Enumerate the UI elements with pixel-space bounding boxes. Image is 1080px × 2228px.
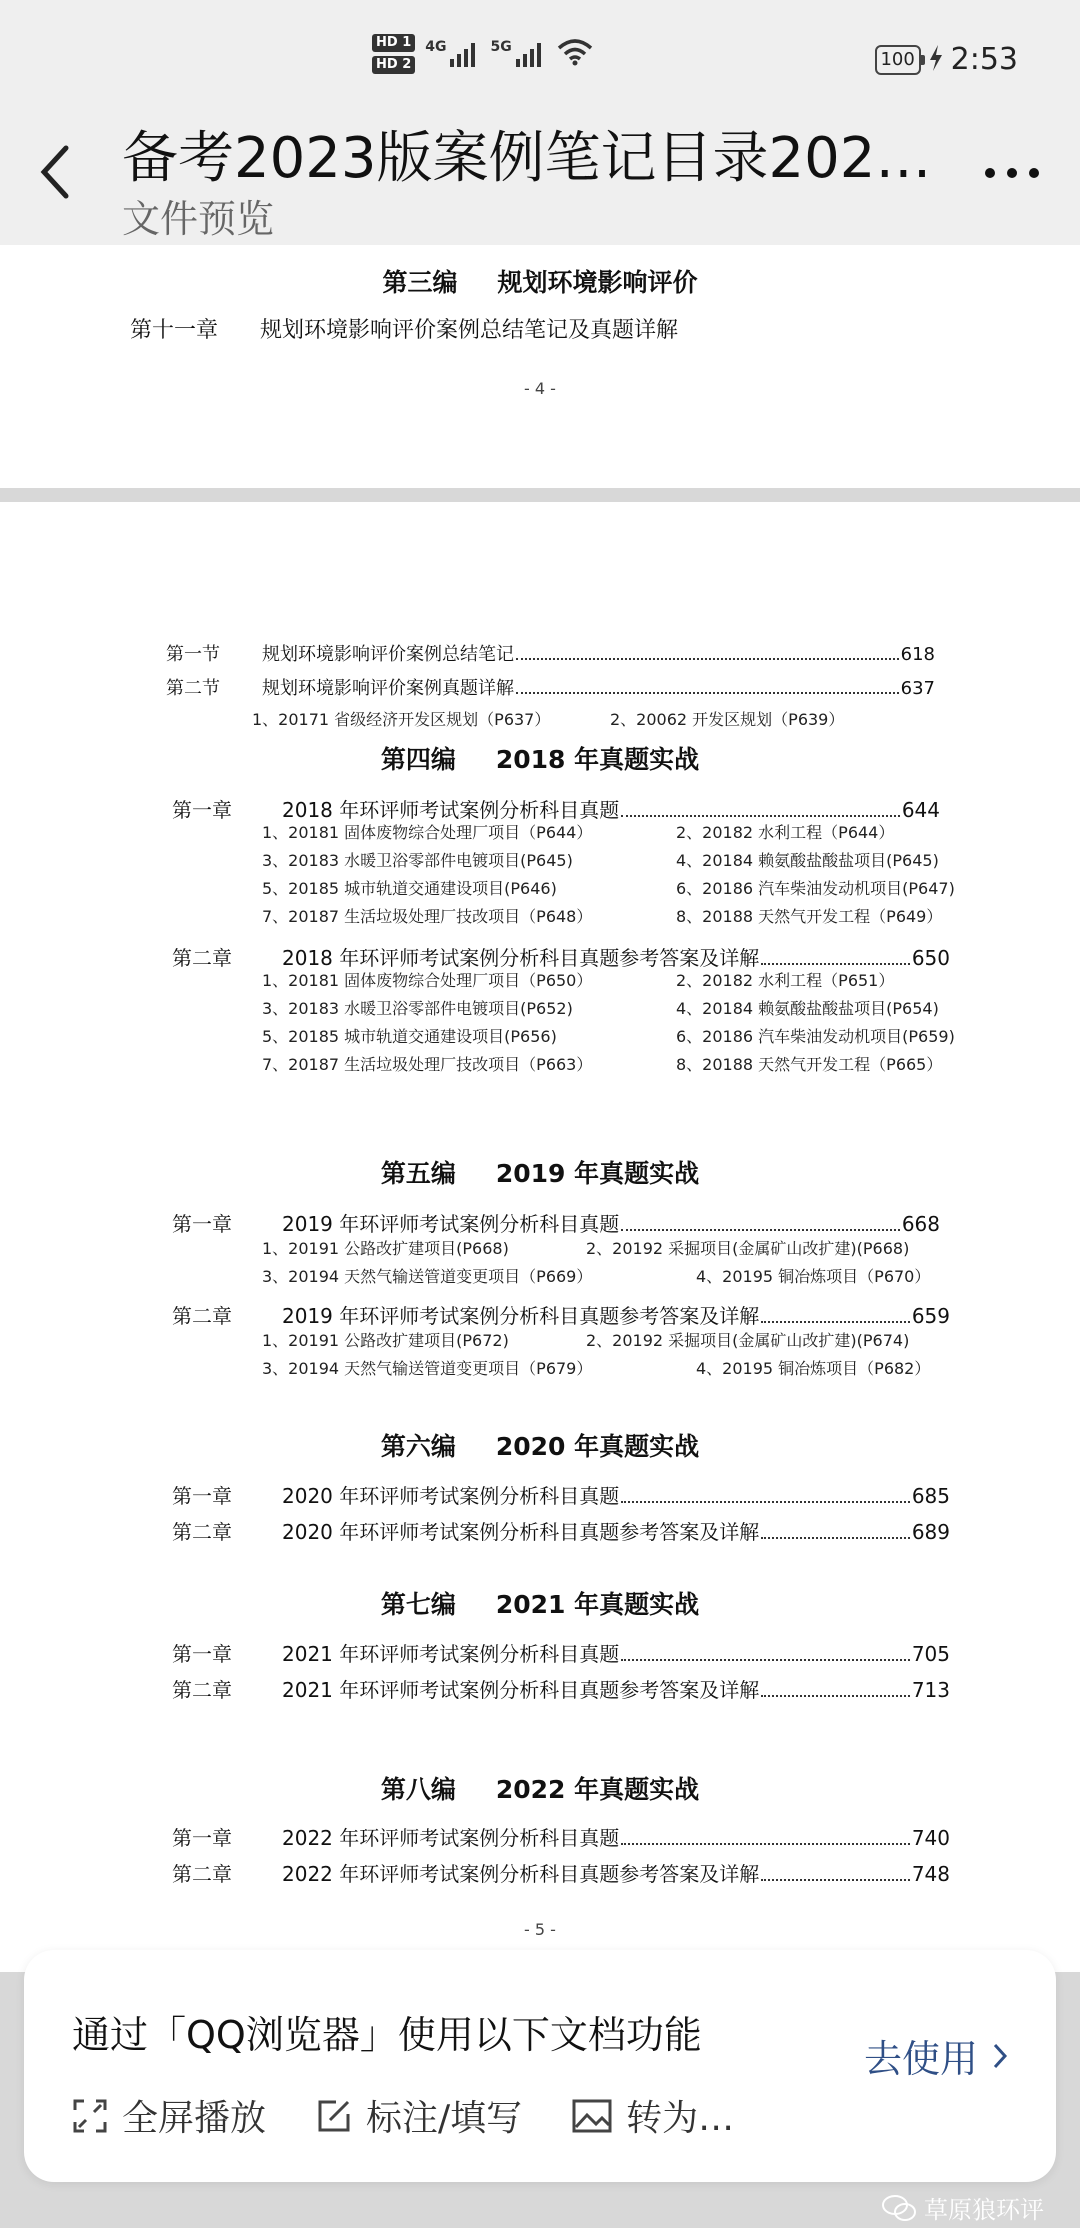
toc-subitem[interactable]: 7、20187 生活垃圾处理厂技改项目（P648） xyxy=(262,907,593,926)
toc-page-number: 637 xyxy=(900,678,935,699)
toc-label: 第二章 xyxy=(172,1678,232,1702)
toc-subitem[interactable]: 3、20194 天然气输送管道变更项目（P669） xyxy=(262,1267,593,1286)
watermark-text: 草原狼环评 xyxy=(924,2196,1044,2224)
status-right xyxy=(875,42,1018,77)
toc-label: 第一章 xyxy=(172,1826,232,1850)
toc-subitem-row xyxy=(0,820,1080,842)
toc-leader-dots xyxy=(761,963,910,965)
part-title: 2021 年真题实战 xyxy=(495,1590,700,1619)
toc-subitem[interactable]: 1、20181 固体废物综合处理厂项目（P644） xyxy=(262,823,593,842)
toc-subitem[interactable]: 1、20191 公路改扩建项目(P668) xyxy=(262,1239,509,1258)
part-title: 规划环境影响评价 xyxy=(497,268,698,297)
toc-subitem[interactable]: 6、20186 汽车柴油发动机项目(P659) xyxy=(676,1027,955,1046)
toc-subitem[interactable]: 2、20192 采掘项目(金属矿山改扩建)(P668) xyxy=(586,1239,910,1258)
toc-page-number: 618 xyxy=(900,644,935,665)
toc-page-number: 685 xyxy=(911,1484,950,1508)
toc-title: 规划环境影响评价案例真题详解 xyxy=(262,678,514,699)
battery-icon: 100 xyxy=(875,45,921,75)
more-dot-icon xyxy=(1029,168,1039,178)
toc-subitem-row xyxy=(0,968,1080,990)
toc-subitem[interactable]: 5、20185 城市轨道交通建设项目(P656) xyxy=(262,1027,557,1046)
toc-title: 2021 年环评师考试案例分析科目真题参考答案及详解 xyxy=(282,1678,760,1702)
toc-subitem[interactable]: 2、20192 采掘项目(金属矿山改扩建)(P674) xyxy=(586,1331,910,1350)
toc-subitem[interactable]: 1、20191 公路改扩建项目(P672) xyxy=(262,1331,509,1350)
go-use-button[interactable] xyxy=(864,2028,1008,2083)
toc-section-row[interactable] xyxy=(166,674,935,700)
toc-page-number: 659 xyxy=(911,1304,950,1328)
page-number: - 4 - xyxy=(524,379,556,398)
chevron-right-icon xyxy=(992,2042,1008,2070)
title-bar xyxy=(0,120,1080,245)
toc-label: 第一章 xyxy=(172,798,232,822)
feature-label: 全屏播放 xyxy=(122,2098,267,2139)
feature-label: 转为… xyxy=(626,2098,735,2139)
toc-subitem[interactable]: 1、20171 省级经济开发区规划（P637） xyxy=(252,710,551,729)
toc-title: 2022 年环评师考试案例分析科目真题 xyxy=(282,1826,620,1850)
toc-leader-dots xyxy=(621,1501,910,1503)
go-use-label: 去使用 xyxy=(863,2037,978,2081)
toc-chapter-row[interactable] xyxy=(172,1480,950,1509)
feature-fullscreen[interactable] xyxy=(72,2090,266,2141)
toc-chapter-row[interactable] xyxy=(172,1822,950,1851)
toc-subitem-row xyxy=(0,1328,1080,1350)
toc-label: 第二章 xyxy=(172,946,232,970)
toc-page-number: 668 xyxy=(901,1212,940,1236)
toc-subitem-row xyxy=(0,904,1080,926)
toc-label: 第二章 xyxy=(172,1304,232,1328)
toc-subitem-row xyxy=(0,1356,1080,1378)
toc-page-number: 713 xyxy=(911,1678,950,1702)
toc-title: 2020 年环评师考试案例分析科目真题参考答案及详解 xyxy=(282,1520,760,1544)
toc-leader-dots xyxy=(761,1321,910,1323)
wifi-icon xyxy=(556,38,594,70)
toc-subitem[interactable]: 4、20184 赖氨酸盐酸盐项目(P654) xyxy=(676,999,939,1018)
toc-leader-dots xyxy=(621,1229,900,1231)
toc-leader-dots xyxy=(621,1843,910,1845)
toc-subitem[interactable]: 8、20188 天然气开发工程（P665） xyxy=(676,1055,943,1074)
watermark xyxy=(882,2190,1044,2225)
document-page-4[interactable] xyxy=(0,245,1080,488)
toc-page-number: 705 xyxy=(911,1642,950,1666)
part-heading xyxy=(0,1154,1080,1190)
feature-convert[interactable] xyxy=(572,2090,734,2141)
toc-subitem-row xyxy=(0,996,1080,1018)
toc-subitem-row xyxy=(0,1024,1080,1046)
toc-leader-dots xyxy=(516,658,899,660)
part-heading xyxy=(0,740,1080,776)
promo-text: 通过「QQ浏览器」使用以下文档功能 xyxy=(72,2013,702,2057)
part-title: 2019 年真题实战 xyxy=(495,1159,700,1188)
toc-label: 第一章 xyxy=(172,1642,232,1666)
toc-title: 2018 年环评师考试案例分析科目真题参考答案及详解 xyxy=(282,946,760,970)
document-page-5[interactable] xyxy=(0,502,1080,1972)
part-label: 第六编 xyxy=(380,1432,456,1461)
part-title: 2018 年真题实战 xyxy=(495,745,700,774)
toc-page-number: 650 xyxy=(911,946,950,970)
toc-subitem[interactable]: 8、20188 天然气开发工程（P649） xyxy=(676,907,943,926)
toc-leader-dots xyxy=(621,815,900,817)
toc-leader-dots xyxy=(761,1879,910,1881)
toc-subitem-row xyxy=(0,848,1080,870)
part-label: 第五编 xyxy=(380,1159,456,1188)
fullscreen-icon xyxy=(72,2098,108,2134)
wechat-icon xyxy=(882,2194,916,2222)
feature-list xyxy=(72,2090,784,2141)
toc-label: 第一章 xyxy=(172,1484,232,1508)
part-label: 第七编 xyxy=(380,1590,456,1619)
toc-subitem[interactable]: 6、20186 汽车柴油发动机项目(P647) xyxy=(676,879,955,898)
toc-page-number: 644 xyxy=(901,798,940,822)
more-dot-icon xyxy=(1007,168,1017,178)
part-title: 2022 年真题实战 xyxy=(495,1775,700,1804)
toc-subitem[interactable]: 2、20182 水利工程（P644） xyxy=(676,823,895,842)
toc-page-number: 748 xyxy=(911,1862,950,1886)
qq-browser-promo-panel xyxy=(24,1950,1056,2182)
toc-title: 2019 年环评师考试案例分析科目真题 xyxy=(282,1212,620,1236)
image-icon xyxy=(572,2099,612,2133)
toc-subitem[interactable]: 3、20183 水暖卫浴零部件电镀项目(P645) xyxy=(262,851,573,870)
toc-subitem[interactable]: 3、20183 水暖卫浴零部件电镀项目(P652) xyxy=(262,999,573,1018)
toc-chapter-row[interactable] xyxy=(172,942,950,971)
toc-chapter-row[interactable] xyxy=(172,1300,950,1329)
toc-label: 第二节 xyxy=(166,678,220,699)
toc-subitem-row xyxy=(0,707,1080,729)
toc-leader-dots xyxy=(761,1695,910,1697)
feature-annotate[interactable] xyxy=(316,2090,522,2141)
toc-subitem[interactable]: 2、20182 水利工程（P651） xyxy=(676,971,895,990)
signal-icon xyxy=(516,41,546,67)
toc-page-number: 689 xyxy=(911,1520,950,1544)
toc-title: 2021 年环评师考试案例分析科目真题 xyxy=(282,1642,620,1666)
toc-title: 2020 年环评师考试案例分析科目真题 xyxy=(282,1484,620,1508)
toc-label: 第二章 xyxy=(172,1520,232,1544)
toc-leader-dots xyxy=(761,1537,910,1539)
toc-subitem[interactable]: 7、20187 生活垃圾处理厂技改项目（P663） xyxy=(262,1055,593,1074)
status-bar xyxy=(0,0,1080,120)
toc-subitem-row xyxy=(0,1052,1080,1074)
clock: 2:53 xyxy=(950,42,1018,77)
hd2-badge: HD 2 xyxy=(372,56,415,74)
toc-chapter-row[interactable] xyxy=(172,1516,950,1545)
toc-title: 2019 年环评师考试案例分析科目真题参考答案及详解 xyxy=(282,1304,760,1328)
toc-subitem[interactable]: 2、20062 开发区规划（P639） xyxy=(610,710,845,729)
part-label: 第四编 xyxy=(380,745,456,774)
part-title: 2020 年真题实战 xyxy=(495,1432,700,1461)
toc-chapter-row[interactable] xyxy=(172,1208,940,1237)
toc-label: 第一节 xyxy=(166,644,220,665)
chapter-heading xyxy=(130,313,678,344)
toc-label: 第一章 xyxy=(172,1212,232,1236)
network-4g-label: 4G xyxy=(425,39,447,55)
edit-icon xyxy=(316,2098,352,2134)
network-indicators xyxy=(372,34,594,74)
back-button[interactable] xyxy=(34,142,84,212)
toc-subitem[interactable]: 1、20181 固体废物综合处理厂项目（P650） xyxy=(262,971,593,990)
toc-subitem[interactable]: 4、20195 铜冶炼项目（P682） xyxy=(696,1359,931,1378)
toc-chapter-row[interactable] xyxy=(172,794,940,823)
toc-leader-dots xyxy=(516,692,899,694)
part-label: 第三编 xyxy=(382,268,458,297)
toc-subitem-row xyxy=(0,1264,1080,1286)
more-options-button[interactable] xyxy=(980,148,1044,198)
part-heading xyxy=(0,1585,1080,1621)
toc-label: 第二章 xyxy=(172,1862,232,1886)
toc-subitem[interactable]: 5、20185 城市轨道交通建设项目(P646) xyxy=(262,879,557,898)
charging-icon xyxy=(929,45,943,75)
signal-icon xyxy=(450,41,480,67)
toc-chapter-row[interactable] xyxy=(172,1858,950,1887)
chapter-label: 第十一章 xyxy=(130,318,219,343)
toc-subitem[interactable]: 3、20194 天然气输送管道变更项目（P679） xyxy=(262,1359,593,1378)
toc-subitem-row xyxy=(0,1236,1080,1258)
part-heading xyxy=(0,263,1080,299)
page-number: - 5 - xyxy=(524,1920,556,1939)
network-5g-label: 5G xyxy=(490,39,512,55)
toc-section-row[interactable] xyxy=(166,640,935,666)
toc-subitem-row xyxy=(0,876,1080,898)
toc-chapter-row[interactable] xyxy=(172,1674,950,1703)
more-dot-icon xyxy=(985,168,995,178)
part-heading xyxy=(0,1770,1080,1806)
toc-subitem[interactable]: 4、20195 铜冶炼项目（P670） xyxy=(696,1267,931,1286)
toc-leader-dots xyxy=(621,1659,910,1661)
toc-page-number: 740 xyxy=(911,1826,950,1850)
toc-subitem[interactable]: 4、20184 赖氨酸盐酸盐项目(P645) xyxy=(676,851,939,870)
chapter-title: 规划环境影响评价案例总结笔记及真题详解 xyxy=(260,318,679,343)
toc-title: 2022 年环评师考试案例分析科目真题参考答案及详解 xyxy=(282,1862,760,1886)
hd1-badge: HD 1 xyxy=(372,34,415,52)
part-label: 第八编 xyxy=(380,1775,456,1804)
chevron-left-icon xyxy=(34,142,74,202)
toc-title: 2018 年环评师考试案例分析科目真题 xyxy=(282,798,620,822)
document-subtitle: 文件预览 xyxy=(122,197,275,241)
toc-chapter-row[interactable] xyxy=(172,1638,950,1667)
toc-title: 规划环境影响评价案例总结笔记 xyxy=(262,644,514,665)
feature-label: 标注/填写 xyxy=(366,2098,523,2139)
document-title: 备考2023版案例笔记目录202… xyxy=(122,126,932,191)
part-heading xyxy=(0,1427,1080,1463)
